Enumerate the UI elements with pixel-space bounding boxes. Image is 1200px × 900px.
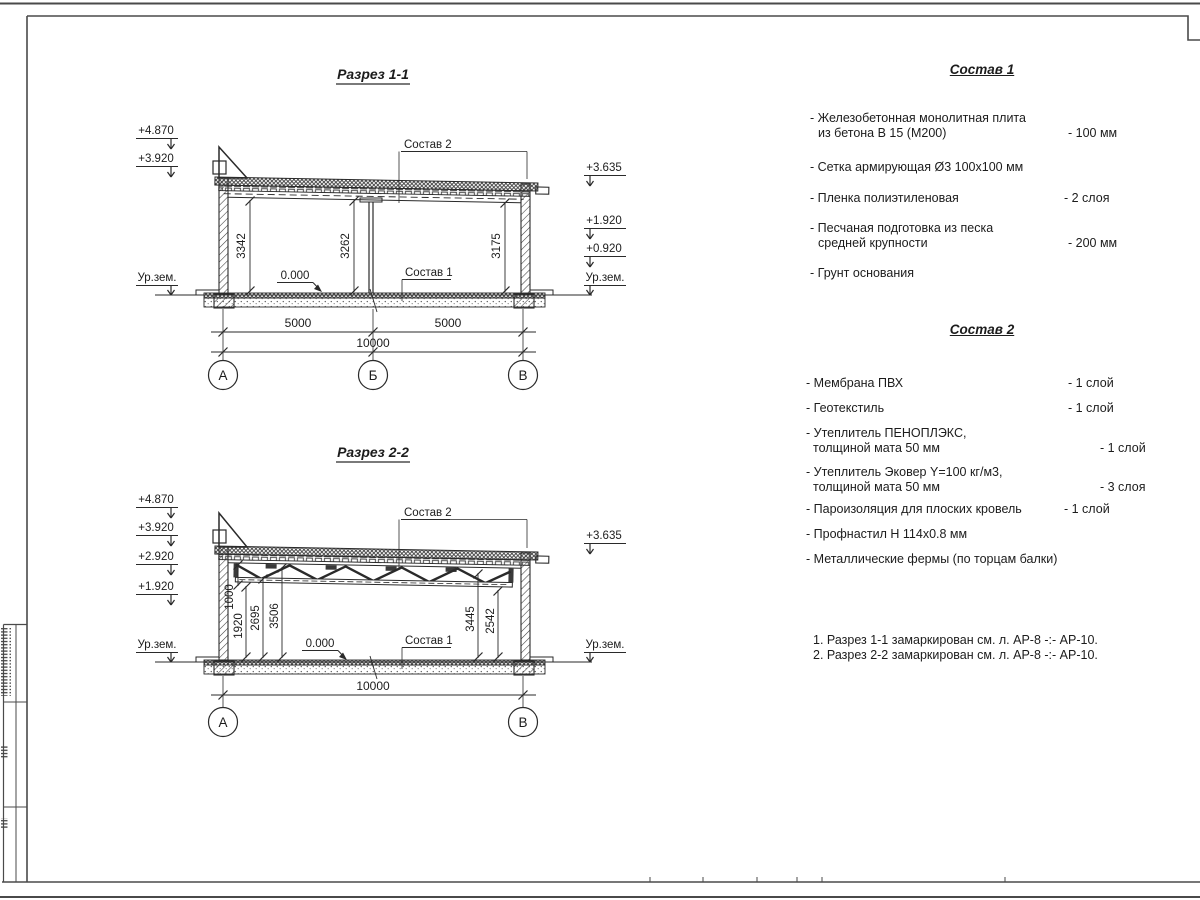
item-value: - 2 слоя: [1064, 191, 1110, 205]
foundation-right: [514, 294, 534, 308]
elevation-mark: [136, 581, 178, 605]
list-item: - Железобетонная монолитная плита: [810, 111, 1026, 125]
svg-text:5000: 5000: [434, 316, 462, 330]
svg-text:Б: Б: [368, 368, 378, 383]
left-stamp-strip: [1, 625, 27, 883]
vertical-dimension: [340, 197, 359, 296]
ground-level-mark: [584, 272, 626, 295]
parapet: [213, 147, 247, 178]
ground-level-mark: [136, 272, 178, 295]
svg-text:+0.920: +0.920: [586, 243, 622, 255]
svg-text:0.000: 0.000: [280, 270, 310, 282]
foundation-right: [514, 661, 534, 675]
wall-right: [521, 184, 530, 294]
grid-bubble: [209, 361, 238, 390]
svg-text:2695: 2695: [250, 605, 262, 631]
grid-bubble: [509, 708, 538, 737]
svg-text:3445: 3445: [465, 606, 477, 632]
elevation-mark: [136, 125, 178, 149]
list-item: - Пленка полиэтиленовая: [810, 191, 959, 205]
grid-bubble: [359, 361, 388, 390]
svg-text:3175: 3175: [491, 233, 503, 259]
svg-text:Состав 1: Состав 1: [405, 635, 453, 647]
svg-text:3342: 3342: [236, 233, 248, 259]
svg-text:10000: 10000: [356, 679, 390, 693]
item-value: - 1 слой: [1100, 441, 1146, 455]
svg-text:3506: 3506: [269, 603, 281, 629]
item-value: - 1 слой: [1068, 401, 1114, 415]
svg-text:+2.920: +2.920: [138, 551, 174, 563]
svg-text:В: В: [518, 368, 528, 383]
zero-level-mark: [277, 270, 322, 292]
svg-text:+4.870: +4.870: [138, 494, 174, 506]
list-item: средней крупности: [818, 236, 928, 250]
svg-text:5000: 5000: [284, 316, 312, 330]
section-title: Разрез 2-2: [337, 444, 409, 460]
vertical-dimension: [491, 199, 510, 296]
item-value: - 1 слой: [1064, 502, 1110, 516]
svg-text:Состав 2: Состав 2: [404, 139, 452, 151]
svg-text:1920: 1920: [233, 613, 245, 639]
svg-text:+1.920: +1.920: [586, 215, 622, 227]
list-item: - Грунт основания: [810, 266, 915, 280]
svg-text:Ур.зем.: Ур.зем.: [137, 272, 177, 284]
elevation-mark: [584, 215, 626, 239]
item-value: - 100 мм: [1068, 126, 1118, 140]
ground-level-mark: [584, 639, 626, 662]
list-item: - Утеплитель ПЕНОПЛЭКС,: [806, 426, 967, 440]
note-line: 2. Разрез 2-2 замаркирован см. л. АР-8 -:- АР-10.: [813, 648, 1098, 662]
svg-text:+3.635: +3.635: [586, 162, 622, 174]
list-item: - Сетка армирующая Ø3 100x100 мм: [810, 160, 1024, 174]
horizontal-dimensions: [211, 309, 536, 361]
ground-level-mark: [136, 639, 178, 662]
zero-level-mark: [302, 638, 347, 660]
vertical-dimension: [236, 197, 255, 296]
svg-text:0.000: 0.000: [305, 638, 335, 650]
list-item: - Пароизоляция для плоских кровель: [806, 502, 1022, 516]
svg-text:В: В: [518, 715, 528, 730]
vertical-dimension: [485, 587, 503, 662]
elevation-mark: [136, 522, 178, 546]
svg-text:+3.920: +3.920: [138, 522, 174, 534]
svg-text:2542: 2542: [485, 608, 497, 634]
titleblock-ticks: [650, 877, 1005, 882]
composition-1-title: Состав 1: [949, 62, 1015, 77]
svg-text:Состав 1: Состав 1: [405, 267, 453, 279]
composition-2-title: Состав 2: [949, 322, 1015, 337]
list-item: - Песчаная подготовка из песка: [810, 221, 994, 235]
roof-slab: [214, 546, 549, 588]
item-value: - 3 слоя: [1100, 480, 1146, 494]
wall-left: [219, 178, 228, 294]
item-value: - 1 слой: [1068, 376, 1114, 390]
list-item: толщиной мата 50 мм: [813, 480, 940, 494]
svg-text:1000: 1000: [224, 584, 236, 610]
elevation-mark: [584, 243, 626, 267]
note-line: 1. Разрез 1-1 замаркирован см. л. АР-8 -:- АР-10.: [813, 633, 1098, 647]
parapet: [213, 513, 247, 547]
grid-bubble: [209, 708, 238, 737]
stamp-microtext: [1, 628, 11, 696]
foundation-left: [214, 661, 234, 675]
svg-text:+3.920: +3.920: [138, 153, 174, 165]
list-item: из бетона В 15 (М200): [818, 126, 947, 140]
svg-text:Состав 2: Состав 2: [404, 507, 452, 519]
stamp-microtext: [1, 745, 8, 759]
svg-text:10000: 10000: [356, 336, 390, 350]
sheet-frame: [0, 4, 1200, 898]
svg-text:+3.635: +3.635: [586, 530, 622, 542]
grid-bubble: [509, 361, 538, 390]
section-1-1: [136, 66, 626, 390]
section-title: Разрез 1-1: [337, 66, 409, 82]
svg-text:+4.870: +4.870: [138, 125, 174, 137]
foundation-left: [214, 294, 234, 308]
list-item: - Мембрана ПВХ: [806, 376, 904, 390]
list-item: толщиной мата 50 мм: [813, 441, 940, 455]
svg-text:А: А: [218, 368, 228, 383]
list-item: - Металлические фермы (по торцам балки): [806, 552, 1058, 566]
svg-text:+1.920: +1.920: [138, 581, 174, 593]
svg-text:3262: 3262: [340, 233, 352, 259]
svg-text:А: А: [218, 715, 228, 730]
stamp-microtext: [1, 818, 8, 828]
list-item: - Геотекстиль: [806, 401, 885, 415]
horizontal-dimensions: [211, 676, 536, 708]
svg-text:Ур.зем.: Ур.зем.: [585, 272, 625, 284]
list-item: - Утеплитель Эковер Y=100 кг/м3,: [806, 465, 1003, 479]
list-item: - Профнастил Н 114x0.8 мм: [806, 527, 968, 541]
item-value: - 200 мм: [1068, 236, 1118, 250]
elevation-mark: [136, 551, 178, 575]
elevation-mark: [136, 494, 178, 518]
elevation-mark: [136, 153, 178, 177]
vertical-dimension: [250, 575, 268, 662]
svg-text:Ур.зем.: Ур.зем.: [585, 639, 625, 651]
wall-right: [521, 553, 530, 660]
elevation-mark: [584, 530, 626, 554]
column-middle: [360, 198, 382, 293]
section-2-2: [136, 444, 626, 737]
elevation-mark: [584, 162, 626, 186]
svg-text:Ур.зем.: Ур.зем.: [137, 639, 177, 651]
